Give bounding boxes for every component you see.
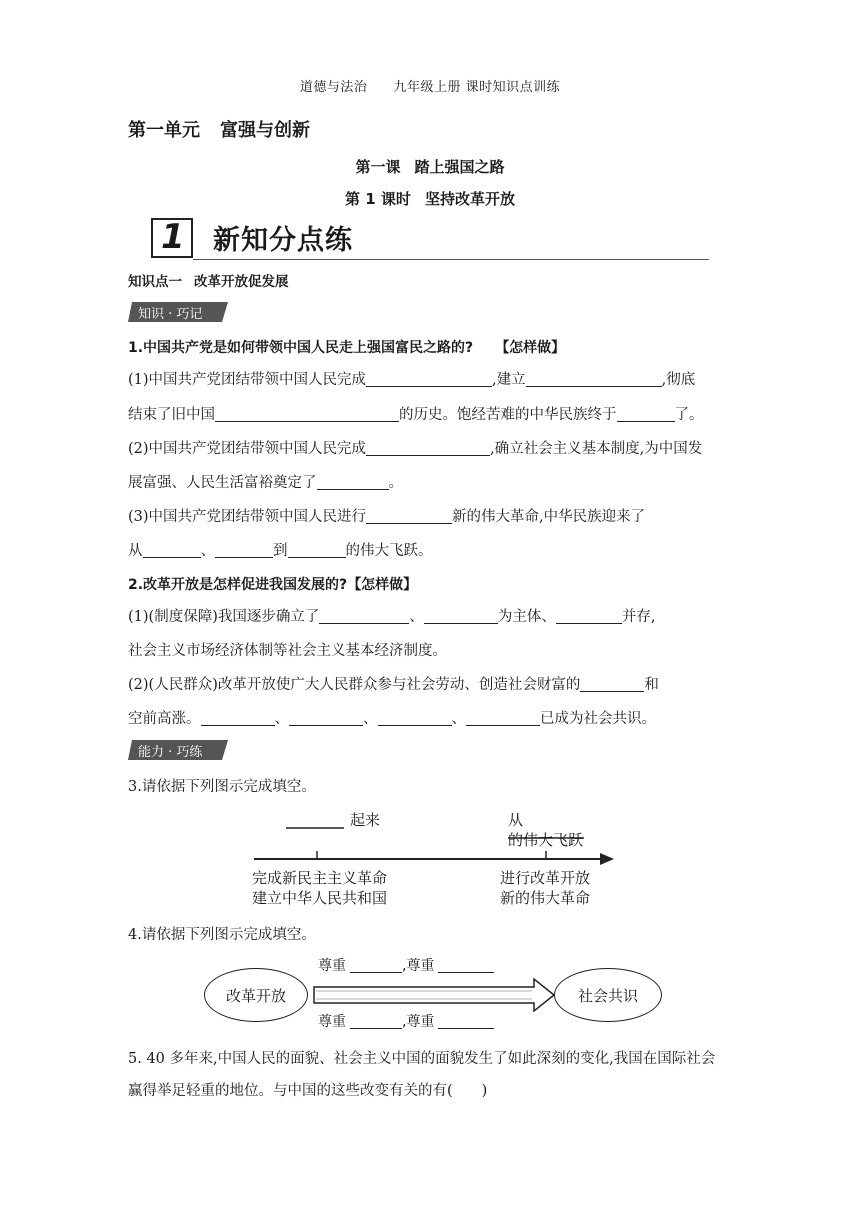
q5-line-2 [128, 1080, 740, 1102]
section-banner [147, 216, 709, 262]
oval-consensus-label: 社会共识 [577, 986, 638, 1005]
blank[interactable] [378, 709, 452, 726]
q1-text: 从 [128, 543, 143, 559]
timeline-top-left-label: 起来 [350, 811, 381, 829]
blank[interactable] [526, 370, 662, 387]
page-header [0, 76, 860, 95]
q1-text: ,彻底 [661, 372, 696, 388]
blank[interactable] [556, 607, 622, 624]
blank[interactable] [438, 958, 494, 973]
lesson-number: 第一课 [355, 158, 401, 176]
respect-label: 尊重 [406, 1014, 435, 1030]
timeline-bottom-left-2: 建立中华人民共和国 [252, 889, 388, 907]
q2-line-3 [128, 674, 740, 696]
blank[interactable] [319, 607, 409, 624]
timeline-bottom-right-1: 进行改革开放 [500, 869, 591, 887]
blank[interactable] [289, 709, 363, 726]
tag-ability-label: 能力 · 巧练 [138, 745, 203, 760]
q1-line-2 [128, 404, 740, 426]
knowledge-point-title: 改革开放促发展 [194, 274, 289, 290]
q1-line-4 [128, 472, 740, 494]
q2-line-4 [128, 708, 740, 730]
q1-text: 新的伟大革命,中华民族迎来了 [452, 509, 646, 525]
q2-text: 为主体、 [497, 609, 556, 625]
q1-text: (3)中国共产党团结带领中国人民进行 [128, 509, 367, 525]
q2-line-1 [128, 606, 740, 628]
q2-text: 已成为社会共识。 [540, 711, 656, 727]
timeline-top-right-2: 的伟大飞跃 [508, 831, 584, 849]
blank[interactable] [288, 541, 346, 558]
q1-line-3 [128, 438, 740, 460]
q1-text: 的历史。饱经苦难的中华民族终于 [399, 407, 617, 423]
respect-sep: , [402, 958, 407, 974]
consensus-diagram [204, 956, 668, 1034]
knowledge-point-label: 知识点一 [128, 274, 182, 290]
period-title [0, 188, 860, 209]
period-number: 第 1 课时 [345, 190, 411, 208]
timeline-top-right-1: 从 [508, 811, 524, 829]
blank[interactable] [317, 473, 389, 490]
timeline-diagram [240, 808, 630, 912]
respect-sep: , [402, 1014, 407, 1030]
q4-stem-text: 4.请依据下列图示完成填空。 [128, 927, 316, 943]
blank[interactable] [580, 675, 644, 692]
lesson-name: 踏上强国之路 [414, 158, 505, 176]
q2-stem-text: 2.改革开放是怎样促进我国发展的? [128, 577, 348, 593]
header-grade: 九年级上册 课时知识点训练 [393, 80, 561, 95]
knowledge-point-heading [128, 270, 289, 290]
q5-text: 赢得举足轻重的地位。与中国的这些改变有关的有( ) [128, 1083, 488, 1099]
q1-line-1 [128, 369, 740, 391]
q2-stem [128, 574, 740, 596]
q2-text: (1)(制度保障)我国逐步确立了 [128, 609, 320, 625]
q1-text: ,建立 [492, 372, 526, 388]
banner-rule [193, 259, 709, 260]
blank[interactable] [424, 607, 498, 624]
tag-knowledge-label: 知识 · 巧记 [138, 307, 203, 322]
blank[interactable] [143, 541, 201, 558]
q2-text: 、 [274, 711, 289, 727]
blank[interactable] [201, 709, 275, 726]
q2-text: 空前高涨。 [128, 711, 201, 727]
q3-stem [128, 776, 740, 798]
q2-text: 、 [409, 609, 424, 625]
q2-text: 并存, [621, 609, 656, 625]
timeline-bottom-left-1: 完成新民主主义革命 [252, 869, 388, 887]
q3-stem-text: 3.请依据下列图示完成填空。 [128, 779, 316, 795]
blank[interactable] [366, 370, 492, 387]
blank[interactable] [350, 958, 402, 973]
banner-number: 1 [161, 217, 185, 257]
q1-text: ,确立社会主义基本制度,为中国发 [490, 441, 703, 457]
oval-reform-label: 改革开放 [225, 986, 286, 1005]
respect-label: 尊重 [406, 958, 435, 974]
q5-text: 5. 40 多年来,中国人民的面貌、社会主义中国的面貌发生了如此深刻的变化,我国在国际社会 [128, 1051, 716, 1067]
blank[interactable] [215, 405, 399, 422]
q1-text: 到 [273, 543, 288, 559]
respect-label: 尊重 [318, 958, 346, 974]
q1-line-5 [128, 506, 740, 528]
respect-bottom-row [318, 1012, 494, 1032]
blank[interactable] [617, 405, 675, 422]
lesson-title [0, 156, 860, 177]
banner-title: 新知分点练 [213, 225, 353, 256]
respect-label: 尊重 [318, 1014, 346, 1030]
q1-text: 的伟大飞跃。 [345, 543, 433, 559]
q1-hint: 【怎样做】 [495, 340, 566, 356]
blank[interactable] [466, 709, 540, 726]
q1-text: 。 [388, 475, 403, 491]
q1-text: (2)中国共产党团结带领中国人民完成 [128, 441, 367, 457]
timeline-arrowhead [600, 853, 614, 865]
unit-number: 第一单元 [128, 120, 200, 141]
q2-hint: 【怎样做】 [347, 577, 418, 593]
header-subject: 道德与法治 [299, 80, 368, 95]
blank[interactable] [366, 507, 452, 524]
respect-top-row [318, 956, 494, 976]
q2-text: (2)(人民群众)改革开放使广大人民群众参与社会劳动、创造社会财富的 [128, 677, 581, 693]
q1-stem-text: 1.中国共产党是如何带领中国人民走上强国富民之路的? [128, 340, 474, 356]
blank[interactable] [215, 541, 273, 558]
q2-text: 、 [363, 711, 378, 727]
blank[interactable] [366, 439, 490, 456]
q2-text: 和 [644, 677, 659, 693]
unit-name: 富强与创新 [220, 120, 310, 141]
q5-line-1 [128, 1048, 740, 1070]
q4-stem [128, 924, 740, 946]
q1-line-6 [128, 540, 740, 562]
blank[interactable] [438, 1014, 494, 1029]
timeline-bottom-right-2: 新的伟大革命 [500, 889, 591, 907]
period-name: 坚持改革开放 [424, 190, 515, 208]
q1-text: 结束了旧中国 [128, 407, 215, 423]
q1-text: 了。 [674, 407, 704, 423]
unit-title [128, 116, 310, 142]
q2-text: 、 [451, 711, 466, 727]
q1-text: 、 [200, 543, 215, 559]
q1-text: 展富强、人民生活富裕奠定了 [128, 475, 317, 491]
blank[interactable] [350, 1014, 402, 1029]
consensus-arrow [314, 979, 554, 1011]
q2-line-2 [128, 640, 740, 662]
q1-text: (1)中国共产党团结带领中国人民完成 [128, 372, 367, 388]
q1-stem [128, 337, 740, 359]
q2-text: 社会主义市场经济体制等社会主义基本经济制度。 [128, 643, 447, 659]
